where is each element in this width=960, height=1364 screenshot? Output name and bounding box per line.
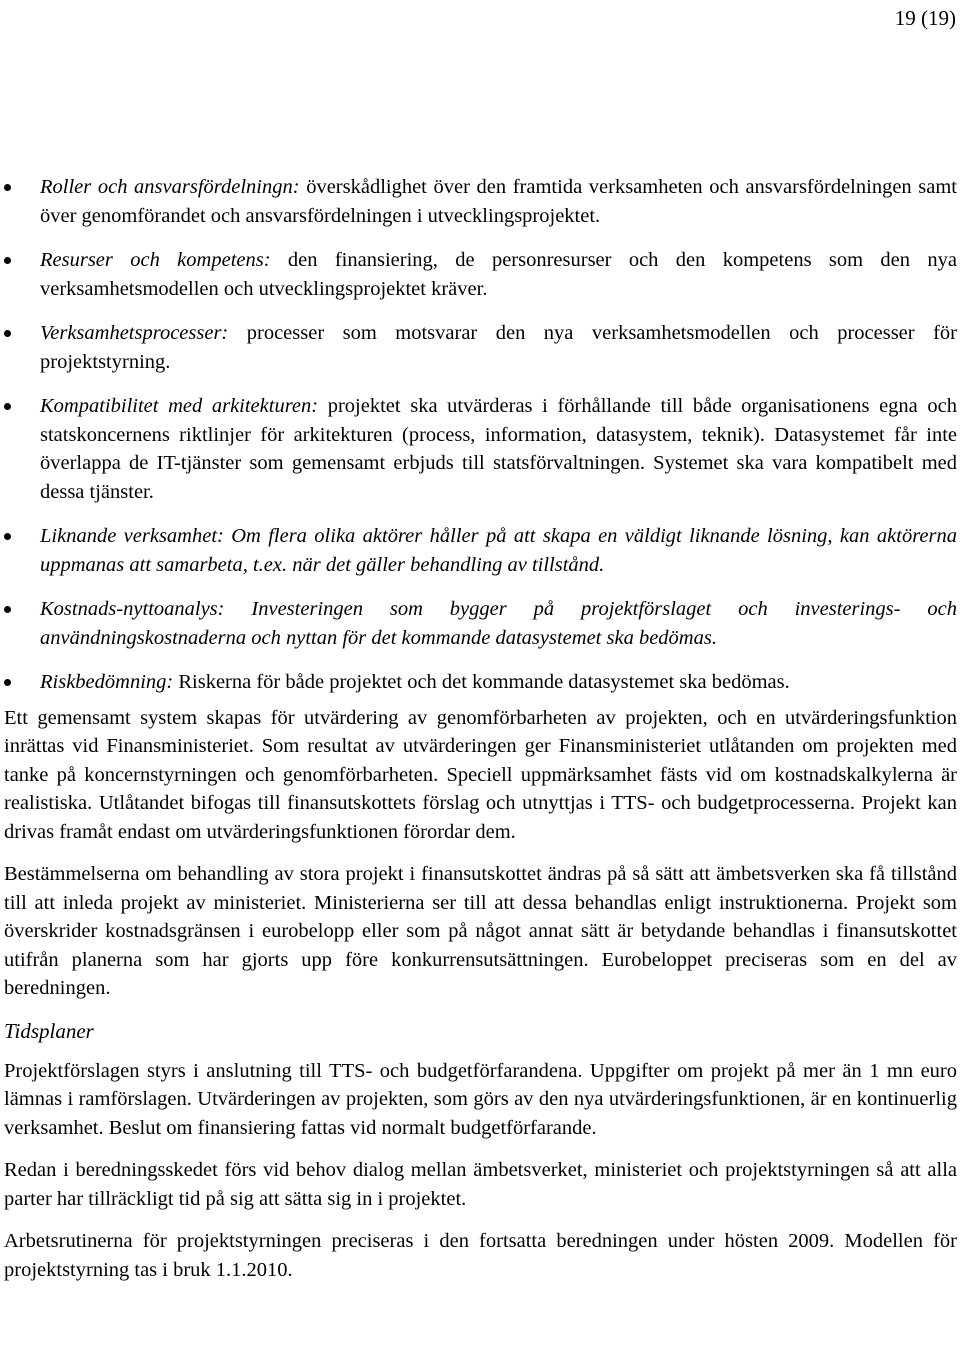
list-item-term: Riskbedömning: xyxy=(40,671,174,693)
list-item xyxy=(4,319,957,376)
list-item-term: Resurser och kompetens: xyxy=(40,249,271,271)
list-item-term: Roller och ansvarsfördelningn: xyxy=(40,176,300,198)
criteria-list xyxy=(4,173,957,697)
bullet-icon xyxy=(4,330,11,337)
list-item xyxy=(4,173,957,230)
list-item-text: den finansiering, de personresurser och den kompetens som den nya verksamhetsmodellen och utvecklingsprojektet kräver. xyxy=(40,249,957,300)
paragraph-work-routines: Arbetsrutinerna för projektstyrningen preciseras i den fortsatta beredningen under hösten 2009. Modellen för projektstyrning tas i bruk 1.1.2010. xyxy=(4,1230,957,1281)
list-item-text: överskådlighet över den framtida verksamheten och ansvarsfördelningen samt över genomförandet och ansvarsfördelningen i utvecklingsprojektet. xyxy=(40,176,957,227)
list-item-text: projektet ska utvärderas i förhållande till både organisationens egna och statskoncernens riktlinjer för arkitekturen (process, information, datasystem, teknik). Datasystemet får inte överlappa de IT-tjänster som gemensamt erbjuds till statsförvaltningen. Systemet ska vara kompatibelt med dessa tjänster. xyxy=(40,395,958,503)
bullet-icon xyxy=(4,403,11,410)
bullet-icon xyxy=(4,184,11,191)
list-item xyxy=(4,522,957,579)
list-item-text: Riskerna för både projektet och det kommande datasystemet ska bedömas. xyxy=(173,671,790,693)
list-item-term: Kostnads-nyttoanalys: xyxy=(40,598,225,620)
section-heading: Tidsplaner xyxy=(4,1018,94,1043)
list-item-term: Liknande verksamhet: xyxy=(40,525,224,547)
paragraph-evaluation-system: Ett gemensamt system skapas för utvärdering av genomförbarheten av projekten, och en utvärderingsfunktion inrättas vid Finansministeriet. Som resultat av utvärderingen ger Finansministeriet utlåtanden om projekten med tanke på koncernstyrningen och genomförbarheten. Speciell uppmärksamhet fästs vid om kostnadskalkylerna är realistiska. Utlåtandet bifogas till finansutskottets förslag och utnyttjas i TTS- och budgetprocesserna. Projekt kan drivas framåt endast om utvärderingsfunktionen förordar dem. xyxy=(4,706,957,843)
list-item-text: processer som motsvarar den nya verksamhetsmodellen och processer för projektstyrning. xyxy=(40,322,957,373)
list-item-text: Investeringen som bygger på projektförslaget och investerings- och användningskostnaderna och nyttan för det kommande datasystemet ska bedömas. xyxy=(40,598,957,649)
document-body xyxy=(4,173,957,1298)
list-item xyxy=(4,246,957,303)
bullet-icon xyxy=(4,257,11,264)
paragraph-dialog: Redan i beredningsskedet förs vid behov dialog mellan ämbetsverket, ministeriet och projektstyrningen så att alla parter har tillräckligt tid på sig att sätta sig in i projektet. xyxy=(4,1159,957,1210)
page-number: 19 (19) xyxy=(894,6,956,30)
paragraph-project-proposals: Projektförslagen styrs i anslutning till TTS- och budgetförfarandena. Uppgifter om projekt på mer än 1 mn euro lämnas i ramförslagen. Utvärderingen av projekten, som görs av den nya utvärderingsfunktionen, är en kontinuerlig verksamhet. Beslut om finansiering fattas vid normalt budgetförfarande. xyxy=(4,1059,957,1139)
list-item-term: Verksamhetsprocesser: xyxy=(40,322,229,344)
list-item-text: Om flera olika aktörer håller på att skapa en väldigt liknande lösning, kan aktörerna uppmanas att samarbeta, t.ex. när det gäller behandling av tillstånd. xyxy=(40,525,957,576)
list-item-term: Kompatibilitet med arkitekturen: xyxy=(40,395,319,417)
bullet-icon xyxy=(4,679,11,686)
list-item xyxy=(4,392,957,506)
list-item xyxy=(4,595,957,652)
bullet-icon xyxy=(4,533,11,540)
bullet-icon xyxy=(4,606,11,613)
list-item xyxy=(4,668,957,697)
paragraph-regulations: Bestämmelserna om behandling av stora projekt i finansutskottet ändras på så sätt att ämbetsverken ska få tillstånd till att inleda projekt av ministeriet. Ministerierna ser till att dessa behandlas enligt instruktionerna. Projekt som överskrider kostnadsgränsen i eurobelopp eller som på något annat sätt är betydande behandlas i finansutskottet utifrån planerna som har gjorts upp före konkurrensutsättningen. Eurobeloppet preciseras som en del av beredningen. xyxy=(4,863,957,999)
